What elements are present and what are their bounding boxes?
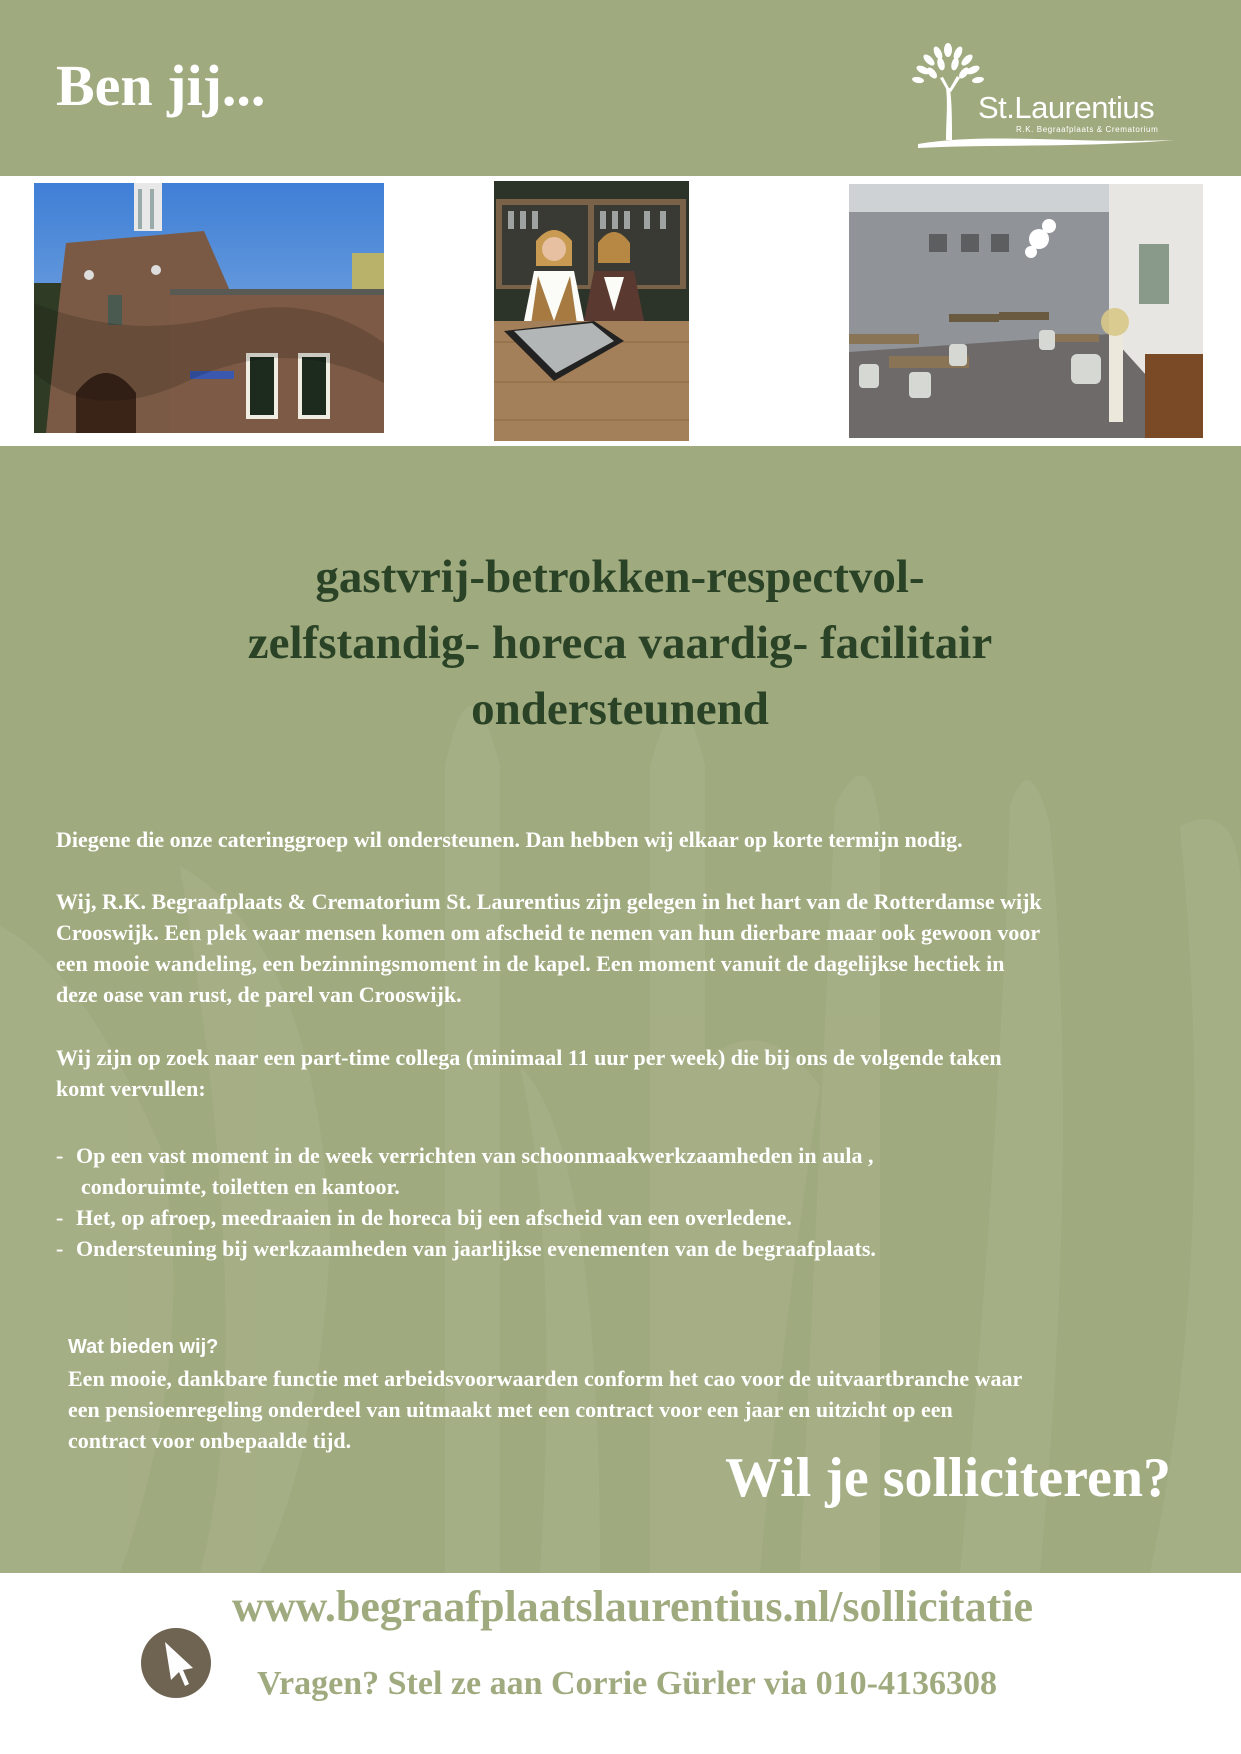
about-paragraph <box>56 886 1186 1010</box>
about-line: deze oase van rust, de parel van Crooswijk. <box>56 982 462 1007</box>
task-text: Het, op afroep, meedraaien in de horeca bij een afscheid van een overledene. <box>76 1205 792 1230</box>
contact-line: Vragen? Stel ze aan Corrie Gürler via 010-4136308 <box>257 1665 997 1702</box>
tagline <box>120 544 1120 742</box>
tagline-line: zelfstandig- horeca vaardig- facilitair <box>247 617 993 669</box>
photo-strip <box>0 176 1241 446</box>
photo-catering-staff <box>494 181 689 441</box>
photo-building <box>34 183 384 433</box>
vacancy-line: Wij zijn op zoek naar een part-time collega (minimaal 11 uur per week) die bij ons de volgende taken <box>56 1045 1002 1070</box>
task-text-continued: condoruimte, toiletten en kantoor. <box>81 1174 400 1199</box>
application-url-link[interactable]: www.begraafplaatslaurentius.nl/sollicitatie <box>232 1582 1033 1631</box>
tagline-line: ondersteunend <box>471 683 769 735</box>
footer <box>0 1573 1241 1754</box>
cursor-icon[interactable] <box>141 1628 211 1698</box>
task-item <box>56 1202 1186 1233</box>
about-line: een mooie wandeling, een bezinningsmoment in de kapel. Een moment vanuit de dagelijkse hectiek in <box>56 951 1005 976</box>
tagline-line: gastvrij-betrokken-respectvol- <box>315 551 925 603</box>
about-line: Wij, R.K. Begraafplaats & Crematorium St. Laurentius zijn gelegen in het hart van de Rotterdamse wijk <box>56 889 1042 914</box>
intro-paragraph: Diegene die onze cateringgroep wil ondersteunen. Dan hebben wij elkaar op korte termijn nodig. <box>56 827 963 852</box>
vacancy-paragraph <box>56 1042 1186 1104</box>
offer-section <box>68 1332 1178 1456</box>
vacancy-line: komt vervullen: <box>56 1076 206 1101</box>
offer-line: Een mooie, dankbare functie met arbeidsvoorwaarden conform het cao voor de uitvaartbranche waar <box>68 1366 1023 1391</box>
offer-line: contract voor onbepaalde tijd. <box>68 1428 352 1453</box>
apply-heading: Wil je solliciteren? <box>725 1447 1171 1509</box>
header-banner <box>0 0 1241 176</box>
bullet-dash: - <box>56 1143 64 1168</box>
photo-reception-room <box>849 184 1203 438</box>
task-list <box>56 1140 1186 1264</box>
task-item <box>56 1233 1186 1264</box>
st-laurentius-logo <box>910 40 1210 150</box>
main-content <box>0 446 1241 1573</box>
logo-subtitle: R.K. Begraafplaats & Crematorium <box>1016 125 1159 134</box>
bullet-dash: - <box>56 1236 64 1261</box>
header-title: Ben jij... <box>56 53 266 118</box>
about-line: Crooswijk. Een plek waar mensen komen om afscheid te nemen van hun dierbare maar ook gewoon voor <box>56 920 1041 945</box>
offer-line: een pensioenregeling onderdeel van uitmaakt met een contract voor een jaar en uitzicht op een <box>68 1397 953 1422</box>
offer-heading: Wat bieden wij? <box>68 1336 219 1358</box>
task-item <box>56 1140 1186 1202</box>
logo-name: St.Laurentius <box>978 90 1155 125</box>
task-text: Ondersteuning bij werkzaamheden van jaarlijkse evenementen van de begraafplaats. <box>76 1236 876 1261</box>
bullet-dash: - <box>56 1205 64 1230</box>
task-text: Op een vast moment in de week verrichten van schoonmaakwerkzaamheden in aula , <box>76 1143 874 1168</box>
